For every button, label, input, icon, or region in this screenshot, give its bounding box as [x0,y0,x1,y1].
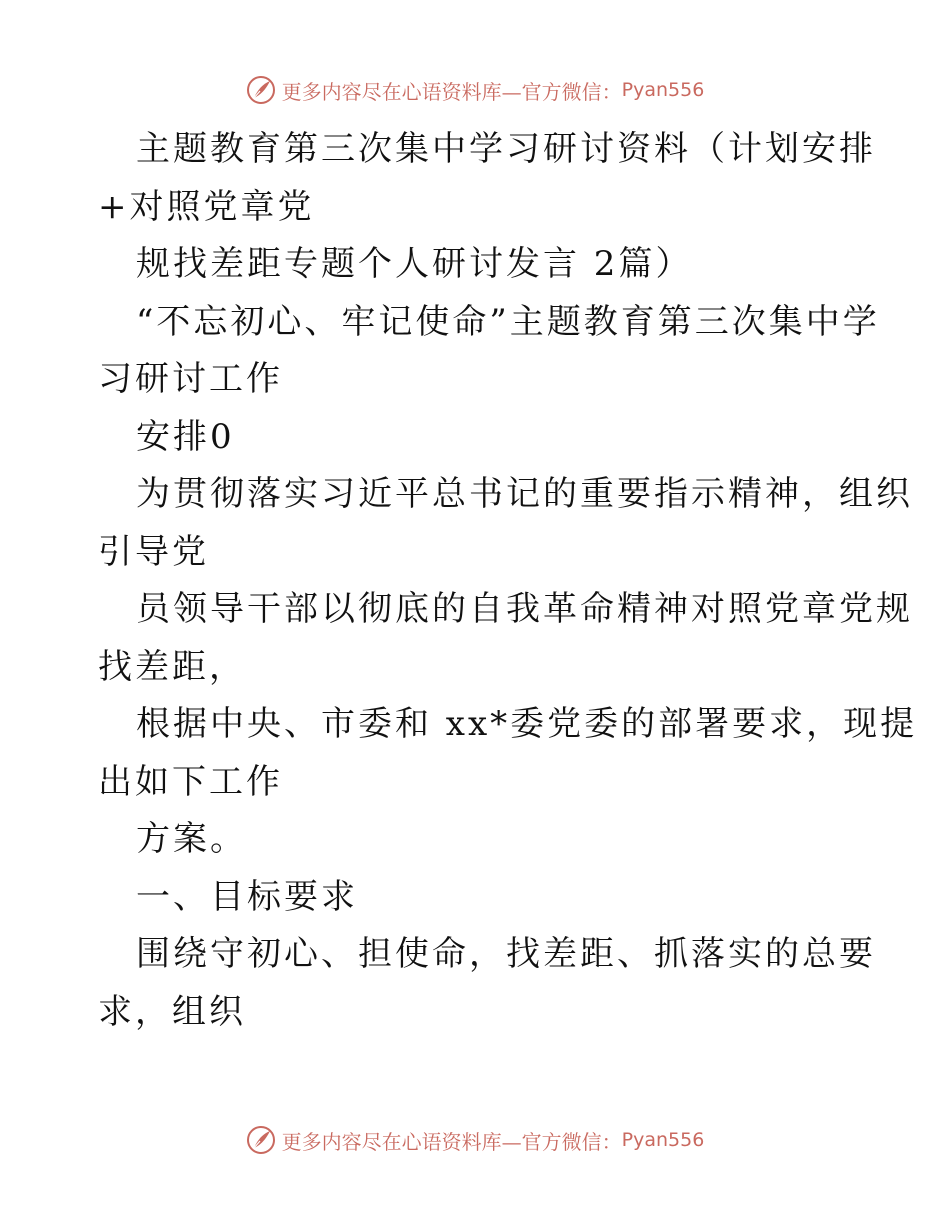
text-line: +对照党章党 [98,186,315,227]
document-body [98,121,918,1041]
text-line: 安排0 [136,416,235,457]
watermark-text: 更多内容尽在心语资料库—官方微信： [281,1129,622,1154]
text-line: 围绕守初心、担使命，找差距、抓落实的总要 [136,934,876,974]
text-line: 根据中央、市委和 xx*委党委的部署要求，现提 [136,704,918,744]
text-line: 找差距， [98,646,246,687]
header-watermark [0,70,950,110]
text-line: 规找差距专题个人研讨发言 2篇） [136,244,693,284]
text-line: 主题教育第三次集中学习研讨资料（计划安排 [136,129,876,169]
text-line: 出如下工作 [98,761,283,802]
text-line: 求，组织 [98,991,246,1032]
text-line: 习研讨工作 [98,359,283,399]
footer-watermark [0,1120,950,1160]
text-line: 一、目标要求 [136,876,358,917]
text-line: “不忘初心、牢记使命”主题教育第三次集中学 [136,301,880,342]
watermark-text: 更多内容尽在心语资料库—官方微信： [281,79,622,104]
text-line: 引导党 [98,531,209,572]
text-line: 方案。 [136,819,247,859]
watermark-contact: Pyan556 [621,1129,705,1151]
text-line: 为贯彻落实习近平总书记的重要指示精神，组织 [136,474,913,514]
text-line: 员领导干部以彻底的自我革命精神对照党章党规 [136,589,913,629]
feather-pen-icon [246,75,276,105]
feather-pen-icon [246,1125,276,1155]
watermark-contact: Pyan556 [621,79,705,101]
